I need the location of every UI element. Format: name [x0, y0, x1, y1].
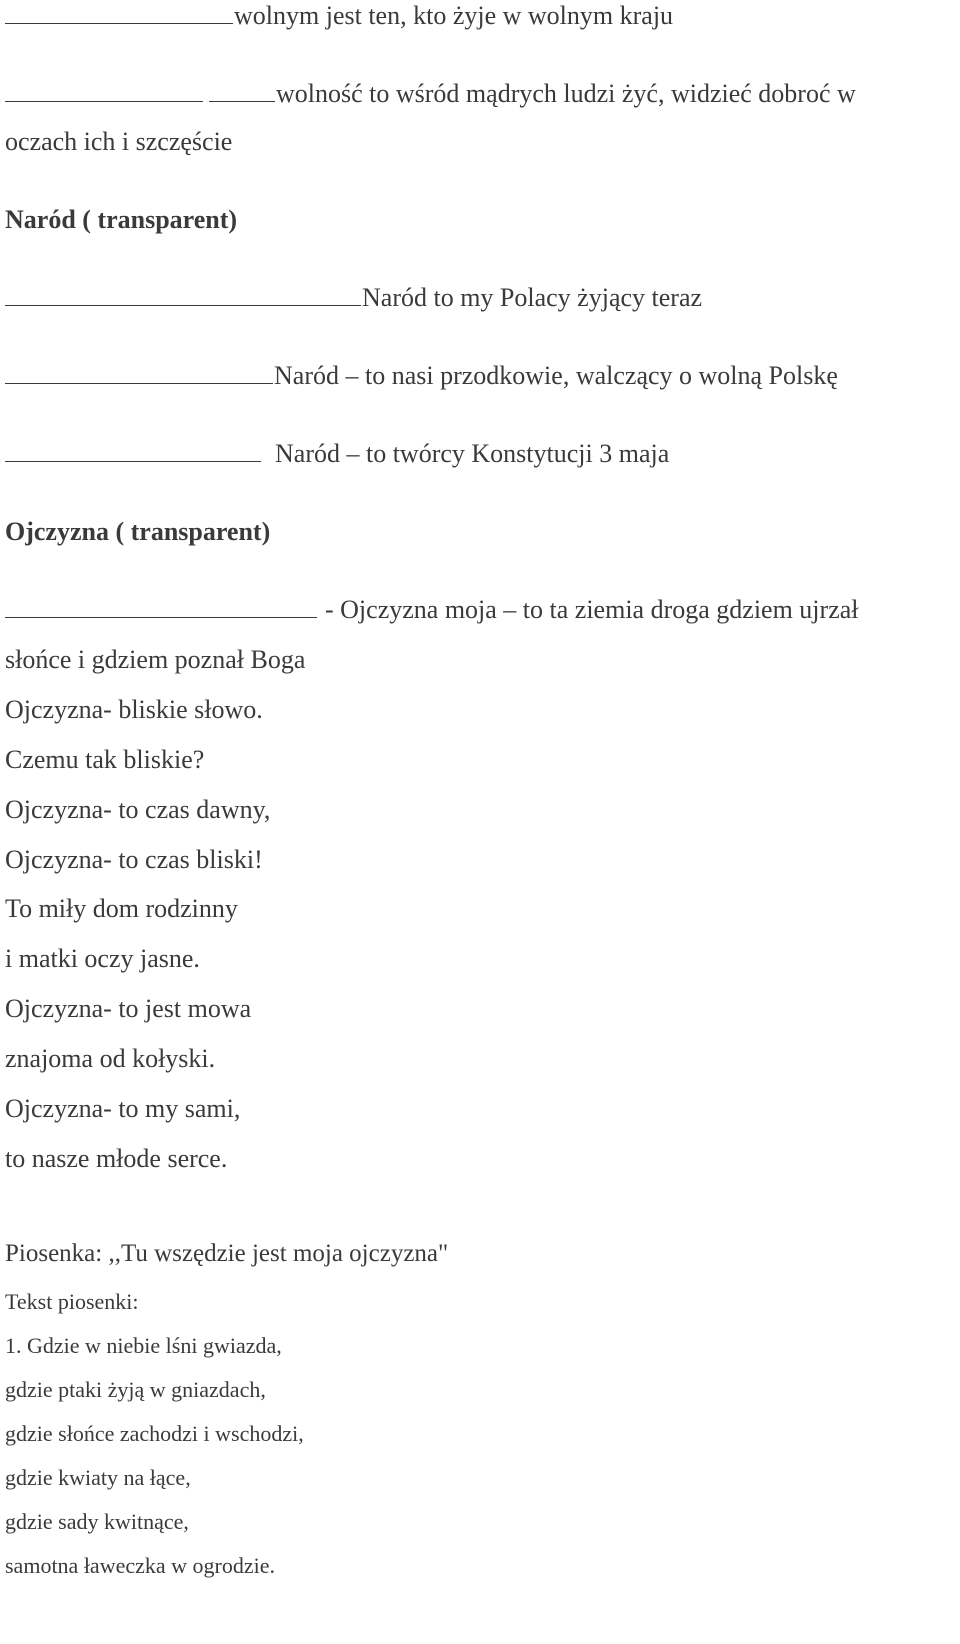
narod-heading: Naród ( transparent) — [5, 205, 238, 234]
song-line: samotna ławeczka w ogrodzie. — [5, 1553, 275, 1578]
song-title: Piosenka: ,,Tu wszędzie jest moja ojczyzna" — [5, 1240, 449, 1267]
line-oczach: oczach ich i szczęście — [5, 127, 233, 156]
poem-line: Ojczyzna- bliskie słowo. — [5, 695, 263, 724]
line-wolnym — [5, 0, 673, 32]
line-text: - Ojczyzna moja – to ta ziemia droga gdziem ujrzał — [325, 595, 859, 624]
song-line: gdzie słońce zachodzi i wschodzi, — [5, 1421, 304, 1446]
song-line: gdzie sady kwitnące, — [5, 1509, 189, 1534]
poem-line: i matki oczy jasne. — [5, 944, 200, 973]
line-wolnosc — [5, 78, 856, 110]
line-narod-2 — [5, 360, 838, 392]
line-narod-3 — [5, 438, 669, 470]
poem-line: Czemu tak bliskie? — [5, 745, 205, 774]
blank-line — [5, 361, 273, 384]
line-narod-1 — [5, 282, 702, 314]
blank-line — [5, 283, 361, 306]
blank-line — [209, 79, 275, 102]
poem-line: Ojczyzna- to czas dawny, — [5, 795, 271, 824]
line-text: Naród – to twórcy Konstytucji 3 maja — [275, 439, 670, 468]
ojczyzna-heading: Ojczyzna ( transparent) — [5, 517, 271, 546]
line-text: wolnym jest ten, kto żyje w wolnym kraju — [234, 1, 674, 30]
blank-line — [5, 439, 261, 462]
poem-line: to nasze młode serce. — [5, 1144, 228, 1173]
line-text: Naród to my Polacy żyjący teraz — [362, 283, 703, 312]
line-text: wolność to wśród mądrych ludzi żyć, widzieć dobroć w — [276, 79, 856, 108]
poem-line: Ojczyzna- to czas bliski! — [5, 845, 263, 874]
song-line: gdzie ptaki żyją w gniazdach, — [5, 1377, 266, 1402]
song-line: 1. Gdzie w niebie lśni gwiazda, — [5, 1333, 282, 1358]
poem-line: To miły dom rodzinny — [5, 894, 238, 923]
song-line: gdzie kwiaty na łące, — [5, 1465, 191, 1490]
poem-line: znajoma od kołyski. — [5, 1044, 216, 1073]
line-ojczyzna-2: słońce i gdziem poznał Boga — [5, 645, 306, 674]
poem-line: Ojczyzna- to jest mowa — [5, 994, 252, 1023]
song-text-label: Tekst piosenki: — [5, 1289, 139, 1314]
poem-line: Ojczyzna- to my sami, — [5, 1094, 241, 1123]
blank-line — [5, 1, 233, 24]
blank-line — [5, 79, 203, 102]
line-text: Naród – to nasi przodkowie, walczący o wolną Polskę — [274, 361, 838, 390]
line-ojczyzna-1 — [5, 594, 859, 626]
blank-line — [5, 595, 317, 618]
